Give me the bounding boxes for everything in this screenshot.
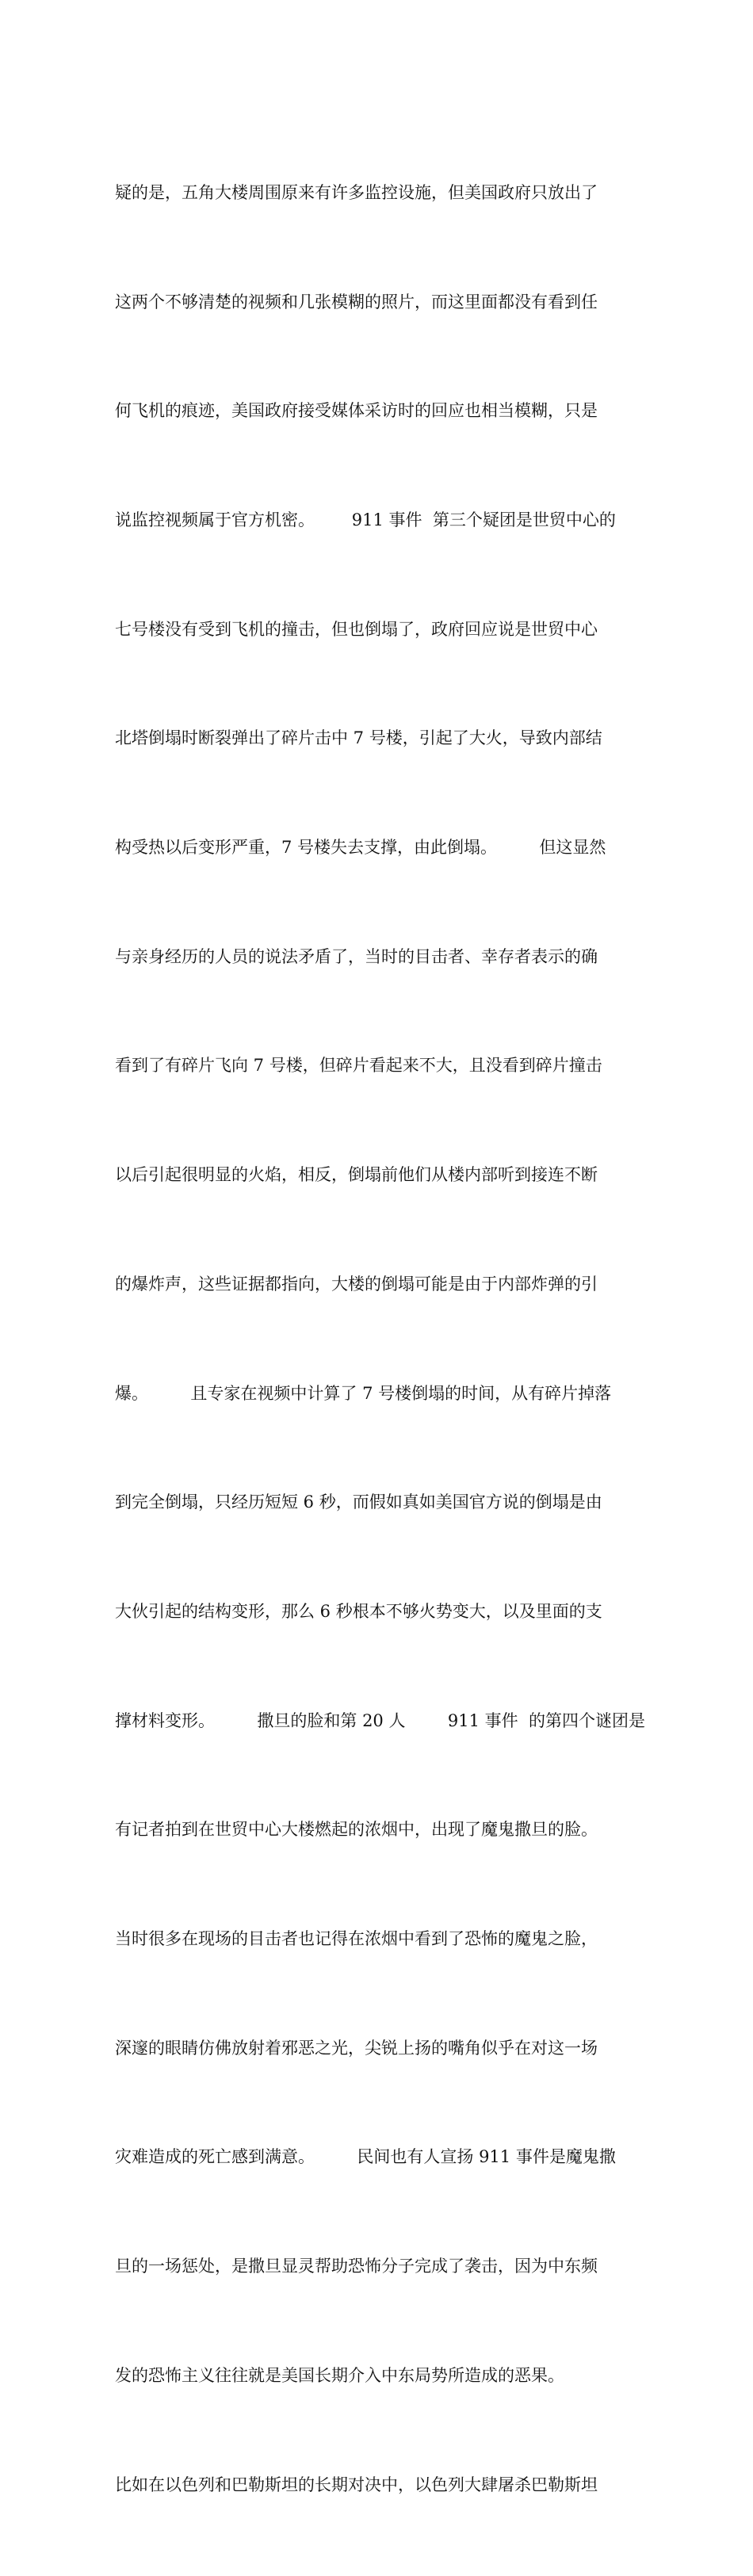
text-line: 灾难造成的死亡感到满意。 民间也有人宣扬 911 事件是魔鬼撒 — [115, 2147, 616, 2167]
text-line: 的爆炸声，这些证据都指向，大楼的倒塌可能是由于内部炸弹的引 — [115, 1274, 598, 1294]
text-line: 爆。 且专家在视频中计算了 7 号楼倒塌的时间，从有碎片掉落 — [115, 1383, 612, 1403]
text-line: 大伙引起的结构变形，那么 6 秒根本不够火势变大，以及里面的支 — [115, 1601, 602, 1621]
text-line: 这两个不够清楚的视频和几张模糊的照片，而这里面都没有看到任 — [115, 292, 598, 311]
text-line: 构受热以后变形严重，7 号楼失去支撑，由此倒塌。 但这显然 — [115, 838, 606, 858]
text-line: 七号楼没有受到飞机的撞击，但也倒塌了，政府回应说是世贸中心 — [115, 619, 598, 639]
body-text — [115, 102, 645, 2576]
text-line: 北塔倒塌时断裂弹出了碎片击中 7 号楼，引起了大火，导致内部结 — [115, 728, 602, 748]
text-line: 以后引起很明显的火焰，相反，倒塌前他们从楼内部听到接连不断 — [115, 1165, 598, 1185]
text-line: 发的恐怖主义往往就是美国长期介入中东局势所造成的恶果。 — [115, 2365, 564, 2385]
text-line: 撑材料变形。 撒旦的脸和第 20 人 911 事件 的第四个谜团是 — [115, 1710, 645, 1730]
text-line: 疑的是，五角大楼周围原来有许多监控设施，但美国政府只放出了 — [115, 182, 598, 202]
text-line: 与亲身经历的人员的说法矛盾了，当时的目击者、幸存者表示的确 — [115, 946, 598, 966]
text-line: 看到了有碎片飞向 7 号楼，但碎片看起来不大，且没看到碎片撞击 — [115, 1056, 602, 1076]
text-line: 当时很多在现场的目击者也记得在浓烟中看到了恐怖的魔鬼之脸， — [115, 1929, 598, 1949]
text-line: 到完全倒塌，只经历短短 6 秒，而假如真如美国官方说的倒塌是由 — [115, 1492, 602, 1512]
text-line: 比如在以色列和巴勒斯坦的长期对决中，以色列大肆屠杀巴勒斯坦 — [115, 2475, 598, 2494]
text-line: 何飞机的痕迹，美国政府接受媒体采访时的回应也相当模糊，只是 — [115, 401, 598, 421]
text-line: 说监控视频属于官方机密。 911 事件 第三个疑团是世贸中心的 — [115, 510, 616, 529]
text-line: 旦的一场惩处，是撒旦显灵帮助恐怖分子完成了袭击，因为中东频 — [115, 2257, 598, 2276]
text-line: 有记者拍到在世贸中心大楼燃起的浓烟中，出现了魔鬼撒旦的脸。 — [115, 1820, 598, 1840]
text-line: 深邃的眼睛仿佛放射着邪恶之光，尖锐上扬的嘴角似乎在对这一场 — [115, 2038, 598, 2058]
